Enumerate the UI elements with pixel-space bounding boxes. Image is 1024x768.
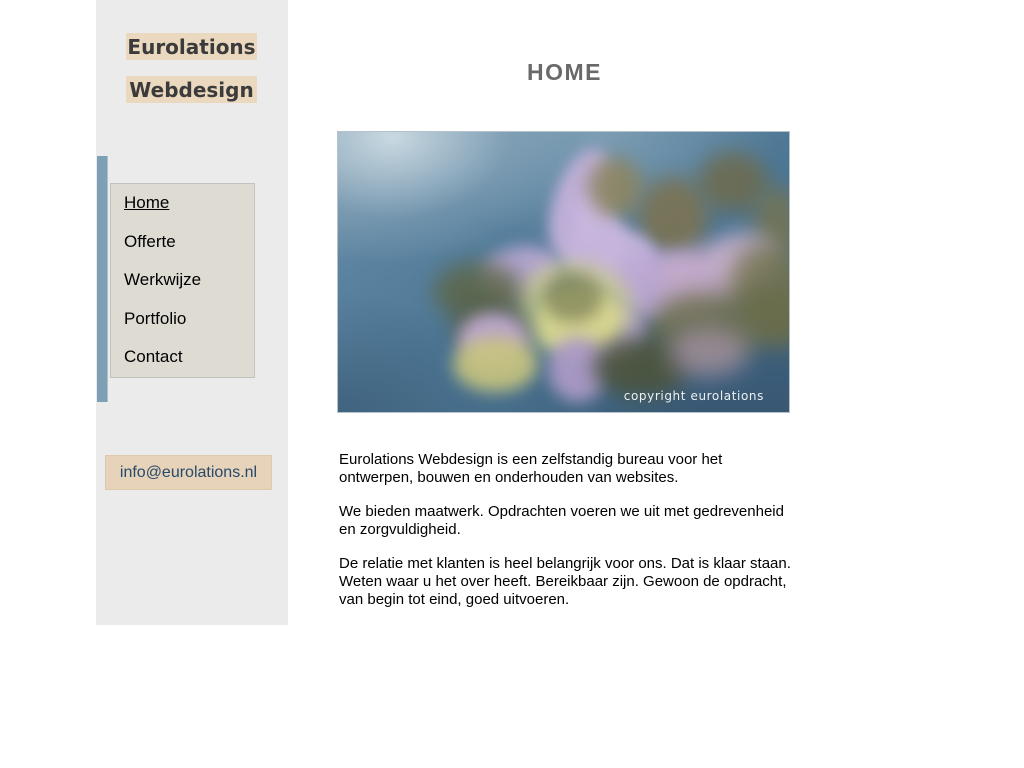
logo-eurolations <box>126 33 257 60</box>
intro-paragraph-1: Eurolations Webdesign is een zelfstandig bureau voor het ontwerpen, bouwen en onderhouden van websites. <box>339 451 723 486</box>
photo-copyright-label: copyright eurolations <box>623 389 764 403</box>
email-address: info@eurolations.nl <box>119 463 258 481</box>
photo-blob <box>543 272 603 322</box>
flower-photo-canvas <box>338 132 789 412</box>
email-link[interactable] <box>105 455 272 490</box>
logo-webdesign <box>126 76 257 103</box>
main-navigation <box>110 183 255 378</box>
nav-item-home-label: Home <box>124 193 170 213</box>
flower-photo <box>337 131 790 413</box>
page-title: HOME <box>527 59 602 85</box>
sidebar <box>96 0 288 625</box>
intro-paragraph-3: De relatie met klanten is heel belangrijk voor ons. Dat is klaar staan. Weten waar u het over heeft. Bereikbaar zijn. Gewoon de opdracht, van begin tot eind, goed uitvoeren. <box>339 555 791 608</box>
logo-line1: Eurolations <box>127 34 256 59</box>
photo-blob <box>453 337 538 392</box>
nav-item-portfolio-label: Portfolio <box>124 308 187 328</box>
nav-item-offerte-label: Offerte <box>124 231 176 251</box>
nav-item-portfolio[interactable] <box>111 300 254 339</box>
nav-item-werkwijze[interactable] <box>111 261 254 300</box>
nav-item-home[interactable] <box>111 184 254 223</box>
logo-line2: Webdesign <box>129 77 254 102</box>
nav-item-contact[interactable] <box>111 338 254 377</box>
intro-text <box>339 451 799 625</box>
photo-blob <box>668 327 748 377</box>
photo-blob <box>588 157 643 217</box>
nav-item-contact-label: Contact <box>124 347 183 367</box>
accent-bar <box>97 156 108 402</box>
intro-paragraph-2: We bieden maatwerk. Opdrachten voeren we uit met gedrevenheid en zorgvuldigheid. <box>339 503 784 538</box>
nav-item-werkwijze-label: Werkwijze <box>124 270 202 290</box>
nav-item-offerte[interactable] <box>111 223 254 262</box>
